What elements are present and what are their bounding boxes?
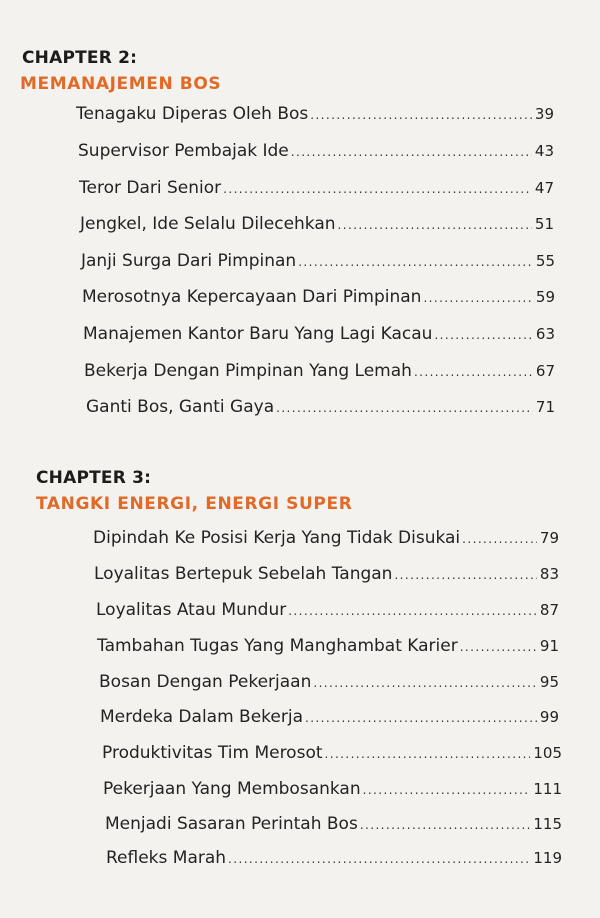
toc-entry-title: Supervisor Pembajak Ide xyxy=(78,141,289,161)
toc-entry-page: 79 xyxy=(539,529,559,547)
toc-leader-dots xyxy=(460,640,537,654)
toc-entry-page: 39 xyxy=(534,105,554,123)
toc-entry-title: Loyalitas Bertepuk Sebelah Tangan xyxy=(94,564,393,584)
toc-entry-page: 91 xyxy=(539,637,559,655)
toc-entry-page: 115 xyxy=(533,815,562,833)
toc-leader-dots xyxy=(228,852,530,866)
toc-leader-dots xyxy=(338,218,532,232)
toc-entry-title: Refleks Marah xyxy=(106,848,227,868)
toc-entry xyxy=(81,251,555,271)
toc-entry-title: Dipindah Ke Posisi Kerja Yang Tidak Disukai xyxy=(93,528,461,548)
toc-entry-title: Merdeka Dalam Bekerja xyxy=(100,707,303,727)
toc-entry-title: Loyalitas Atau Mundur xyxy=(96,600,287,620)
toc-entry-title: Manajemen Kantor Baru Yang Lagi Kacau xyxy=(83,324,433,344)
toc-entry xyxy=(100,707,559,727)
toc-leader-dots xyxy=(423,291,532,305)
toc-entry-title: Bekerja Dengan Pimpinan Yang Lemah xyxy=(84,361,412,381)
toc-entry xyxy=(76,104,554,124)
toc-leader-dots xyxy=(305,711,537,725)
toc-entry-title: Bosan Dengan Pekerjaan xyxy=(99,672,312,692)
toc-leader-dots xyxy=(313,676,537,690)
toc-entry-title: Produktivitas Tim Merosot xyxy=(102,743,323,763)
toc-leader-dots xyxy=(363,783,531,797)
toc-entry-page: 119 xyxy=(533,849,562,867)
toc-entry-title: Merosotnya Kepercayaan Dari Pimpinan xyxy=(82,287,422,307)
toc-entry-title: Teror Dari Senior xyxy=(79,178,222,198)
toc-leader-dots xyxy=(291,145,532,159)
toc-entry-title: Tambahan Tugas Yang Manghambat Karier xyxy=(97,636,458,656)
toc-entry-page: 105 xyxy=(533,744,562,762)
toc-entry xyxy=(79,178,554,198)
toc-entry-page: 111 xyxy=(533,780,562,798)
toc-entry-title: Tenagaku Diperas Oleh Bos xyxy=(76,104,309,124)
toc-leader-dots xyxy=(394,568,536,582)
toc-entry-title: Pekerjaan Yang Membosankan xyxy=(103,779,361,799)
toc-entry xyxy=(99,672,559,692)
toc-leader-dots xyxy=(276,401,533,415)
toc-entry-title: Janji Surga Dari Pimpinan xyxy=(81,251,297,271)
toc-entry xyxy=(83,324,555,344)
chapter-label: CHAPTER 3: xyxy=(36,468,152,488)
toc-entry-page: 43 xyxy=(534,142,554,160)
toc-entry-title: Menjadi Sasaran Perintah Bos xyxy=(105,814,358,834)
toc-leader-dots xyxy=(462,532,537,546)
toc-entry xyxy=(105,814,562,834)
toc-entry-page: 67 xyxy=(535,362,555,380)
toc-leader-dots xyxy=(360,818,531,832)
toc-entry xyxy=(97,636,559,656)
toc-entry-page: 95 xyxy=(539,673,559,691)
toc-entry xyxy=(86,397,555,417)
toc-entry xyxy=(94,564,559,584)
toc-entry xyxy=(93,528,559,548)
toc-entry-page: 83 xyxy=(539,565,559,583)
toc-leader-dots xyxy=(414,365,533,379)
toc-entry-page: 51 xyxy=(534,215,554,233)
toc-entry xyxy=(106,848,562,868)
toc-entry-title: Ganti Bos, Ganti Gaya xyxy=(86,397,275,417)
toc-entry-page: 59 xyxy=(535,288,555,306)
toc-leader-dots xyxy=(288,604,537,618)
toc-entry xyxy=(80,214,554,234)
toc-leader-dots xyxy=(298,255,533,269)
toc-entry xyxy=(103,779,562,799)
toc-entry xyxy=(84,361,555,381)
toc-entry xyxy=(102,743,562,763)
chapter-label: CHAPTER 2: xyxy=(22,48,138,68)
chapter-title: MEMANAJEMEN BOS xyxy=(20,74,222,94)
chapter-title: TANGKI ENERGI, ENERGI SUPER xyxy=(36,494,353,514)
toc-leader-dots xyxy=(325,747,531,761)
toc-entry xyxy=(78,141,554,161)
toc-entry-page: 63 xyxy=(535,325,555,343)
toc-entry-page: 71 xyxy=(535,398,555,416)
toc-leader-dots xyxy=(223,182,532,196)
toc-leader-dots xyxy=(434,328,532,342)
toc-entry-page: 99 xyxy=(539,708,559,726)
toc-entry-page: 87 xyxy=(539,601,559,619)
toc-entry-page: 55 xyxy=(535,252,555,270)
toc-entry-page: 47 xyxy=(534,179,554,197)
toc-entry-title: Jengkel, Ide Selalu Dilecehkan xyxy=(80,214,336,234)
toc-entry xyxy=(96,600,559,620)
toc-entry xyxy=(82,287,555,307)
toc-leader-dots xyxy=(310,108,532,122)
